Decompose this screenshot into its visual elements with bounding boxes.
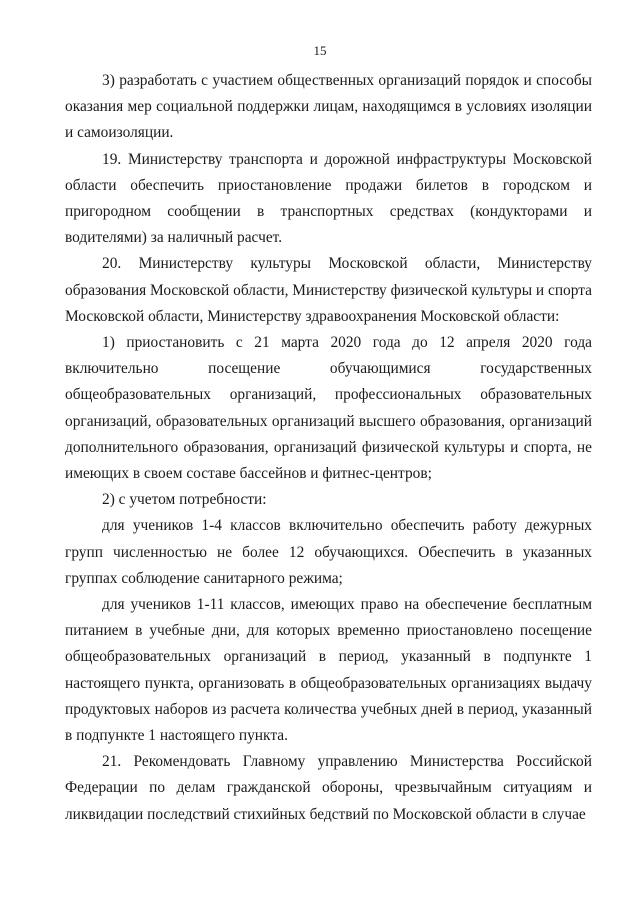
paragraph-food-kits: для учеников 1-11 классов, имеющих право на обеспечение бесплатным питанием в учебные дни, для которых временно приостановлено посещение общеобразовательных организаций в период, указанный в подпункте 1 настоящего пункта, организовать в общеобразовательных организациях выдачу продуктовых наборов из расчета количества учебных дней в период, указанный в подпункте 1 настоящего пункта. [65, 596, 592, 745]
paragraph-duty-groups: для учеников 1-4 классов включительно обеспечить работу дежурных групп численностью не более 12 обучающихся. Обеспечить в указанных группах соблюдение санитарного режима; [65, 517, 592, 587]
document-body [65, 68, 592, 828]
paragraph-20-2-heading: 2) с учетом потребности: [102, 491, 267, 509]
page-number: 15 [313, 43, 327, 58]
paragraph-item-3-social-support: 3) разработать с участием общественных организаций порядок и способы оказания мер социальной поддержки лицам, находящимся в условиях изоляции и самоизоляции. [65, 72, 592, 142]
paragraph-19-transport: 19. Министерству транспорта и дорожной инфраструктуры Московской области обеспечить приостановление продажи билетов в городском и пригородном сообщении в транспортных средствах (кондукторами и водителями) за наличный расчет. [65, 150, 592, 247]
paragraph-20-ministries: 20. Министерству культуры Московской области, Министерству образования Московской области, Министерству физической культуры и спорта Московской области, Министерству здравоохранения Московской области: [65, 255, 592, 325]
paragraph-21-emergency-ministry: 21. Рекомендовать Главному управлению Министерства Российской Федерации по делам гражданской обороны, чрезвычайным ситуациям и ликвидации последствий стихийных бедствий по Московской области в случае [65, 753, 592, 823]
paragraph-20-1-suspend-attendance: 1) приостановить с 21 марта 2020 года до 12 апреля 2020 года включительно посещение обучающимися государственных общеобразовательных организаций, профессиональных образовательных организаций, образовательных организаций высшего образования, организаций дополнительного образования, организаций физической культуры и спорта, не имеющих в своем составе бассейнов и фитнес-центров; [65, 334, 592, 483]
